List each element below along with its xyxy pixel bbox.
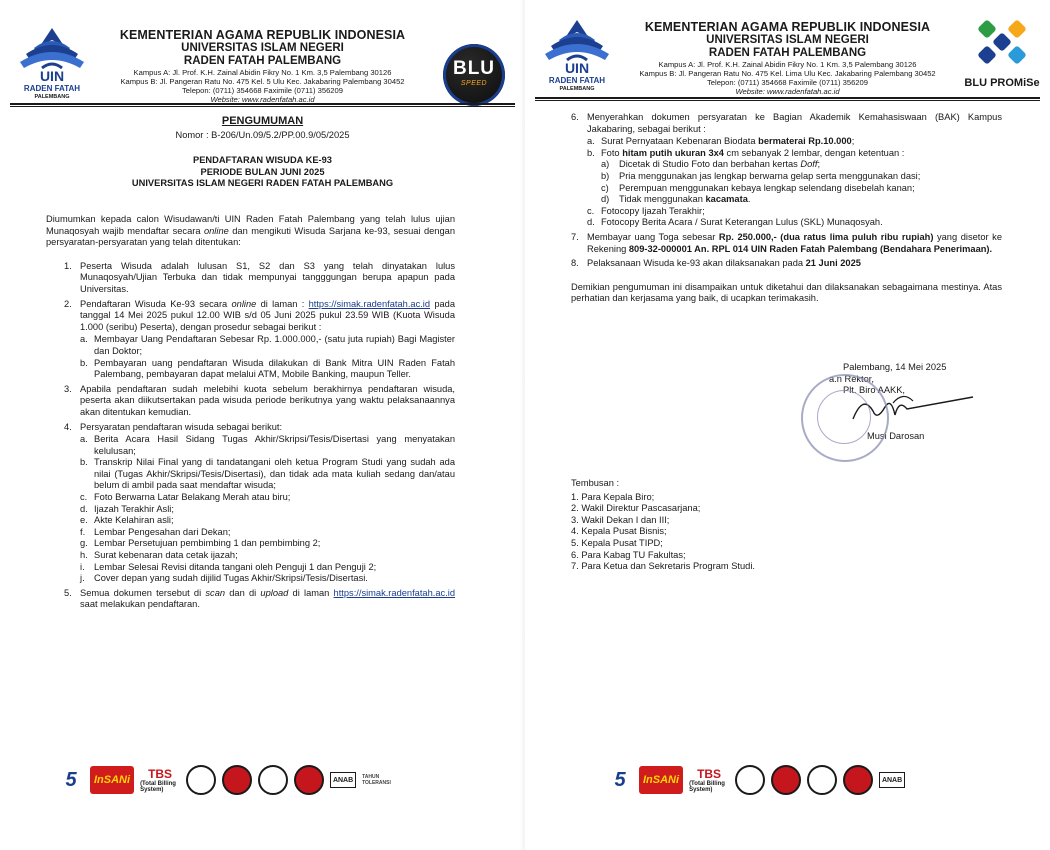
insani-logo: InSANi (90, 766, 134, 794)
item-6b-text-c: cm sebanyak 2 lembar, dengan ketentuan : (723, 147, 905, 158)
list-item-6: 6. Menyerahkan dokumen persyaratan ke Bagian Akademik Kemahasiswaan (BAK) Kampus Jakabaring, sebagai berikut : a. Surat Pernyataan Kebenaran Biodata bermaterai Rp.10.000; b. Foto hitam putih ukuran 3x4 cm sebanyak 2 lembar, dengan ketentuan : a) Dicetak di Studio Foto dan berbahan kertas Doff; b) Pria menggunakan jas lengkap berwarna gelap serta menggunakan dasi; c) Perempuan menggunakan kebaya lengkap selendang disebelah kanan; d) Tidak menggunakan kacamata. c. Fotocopy Ijazah Terakhir; d. Fotocopy Berita Acara / Surat Keterangan Lulus (SKL) Munaqosyah. (571, 112, 1002, 228)
sub-item-4c: c. Foto Berwarna Latar Belakang Merah atau biru; (80, 492, 291, 503)
logo-name-text: RADEN FATAH (548, 76, 606, 85)
item-7-text-a: Membayar uang Toga sebesar (587, 231, 719, 242)
list-item-1: 1. Peserta Wisuda adalah lulusan S1, S2 dan S3 yang telah dinyatakan lulus Munaqosyah/Ujian Terbuka dan tidak mempunyai tangggungan berupa apapun pada Universitas. (64, 260, 455, 294)
letterhead-divider-right (535, 97, 1040, 101)
intro-text-a: Diumumkan kepada calon Wisudawan/ti UIN Raden Fatah Palembang yang telah lulus ujian Munaqosyah wajib mendaftar secara (46, 214, 455, 236)
closing-paragraph: Demikian pengumuman ini disampaikan untuk diketahui dan dilaksanakan sebagaimana mestinya. Atas perhatian dan kerjasama yang baik, di ucapkan terimakasih. (571, 281, 1002, 304)
sub-item-4d: d. Ijazah Terakhir Asli; (80, 503, 174, 514)
anab-logo: ANAB (330, 772, 356, 788)
letterhead-text-right (621, 20, 954, 96)
intro-text-b: dan mengikuti Wisuda Sarjana ke-93, sesuai dengan persyaratan-persyaratan yang telah ditentukan: (46, 225, 455, 248)
item-6b1-text-a: Dicetak di Studio Foto dan berbahan kertas (619, 159, 801, 170)
item-6b1-text-b: Doff (800, 159, 818, 170)
university-line-1: UNIVERSITAS ISLAM NEGERI (706, 34, 869, 46)
list-item-5: 5. Semua dokumen tersebut di scan dan di upload di laman https://simak.radenfatah.ac.id saat melakukan pendaftaran. (64, 587, 455, 610)
campus-a-address: Kampus A: Jl. Prof. K.H. Zainal Abidin Fikry No. 1 Km. 3,5 Palembang 30126 (133, 68, 392, 77)
item-7-text-c: yang disetor ke Rekening (587, 231, 1002, 254)
blu-badge-main: BLU (452, 58, 496, 79)
simak-link[interactable]: https://simak.radenfatah.ac.id (308, 298, 431, 309)
cc-item: 5. Kepala Pusat TIPD; (571, 537, 663, 548)
announcement-body-continued (571, 112, 1002, 305)
item-5-text-a: Semua dokumen tersebut di (80, 587, 206, 598)
website: Website: www.radenfatah.ac.id (210, 95, 315, 104)
announcement-number: Nomor : B-206/Un.09/5.2/PP.00.9/05/2025 (175, 129, 350, 140)
ministry-name: KEMENTERIAN AGAMA REPUBLIK INDONESIA (644, 20, 931, 34)
logo-uin-text: UIN (564, 60, 590, 76)
item-4-sublist (80, 434, 455, 585)
sub-item-4b: b. Transkrip Nilai Final yang di tandatangani oleh ketua Program Studi yang sudah ada nilai (Tugas Akhir/Skripsi/Tesis/Disertasi), dan tidak ada mata kuliah sedang dan/atau belum di ambil pada saat mendaftar wisuda; (80, 457, 455, 491)
item-2-text-b: di laman : (256, 298, 309, 309)
announcement-header (0, 116, 525, 190)
item-6b3-text: Perempuan menggunakan kebaya lengkap selendang disebelah kanan; (619, 182, 915, 193)
requirements-list-continued (571, 112, 1002, 270)
tbs-logo (140, 766, 180, 794)
sub-item-4h: h. Surat kebenaran data cetak ijazah; (80, 550, 238, 561)
item-4b-text: Transkrip Nilai Final yang di tandatangani oleh ketua Program Studi yang sudah ada nilai (Tugas Akhir/Skripsi/Tesis/Disertasi), dan tidak ada mata kuliah sedang dan/atau belum di ambil pada saat mendaftar wisuda; (94, 457, 455, 491)
item-6b-sublist (601, 159, 1002, 205)
announcement-title: PENGUMUMAN (221, 115, 304, 127)
item-4j-text: Cover depan yang sudah dijilid Tugas Akhir/Skripsi/Tesis/Disertasi. (94, 573, 368, 584)
item-4h-text: Surat kebenaran data cetak ijazah; (94, 550, 238, 561)
logo-name-text: RADEN FATAH (23, 84, 81, 93)
certification-icon (735, 765, 765, 795)
signature-position: Plt. Biro AAKK, (843, 385, 906, 396)
item-4-text: Persyaratan pendaftaran wisuda sebagai berikut: (80, 421, 283, 432)
sub-item-6a: a. Surat Pernyataan Kebenaran Biodata bermaterai Rp.10.000; (587, 136, 855, 147)
sub-item-6c: c. Fotocopy Ijazah Terakhir; (587, 205, 705, 216)
cc-item: 3. Wakil Dekan I dan III; (571, 514, 670, 525)
ministry-name: KEMENTERIAN AGAMA REPUBLIK INDONESIA (119, 28, 406, 42)
list-item-3: 3. Apabila pendaftaran sudah melebihi kuota sebelum berakhirnya pendaftaran wisuda, peserta akan diikutsertakan pada wisuda periode berikutnya yang waktu pelaksanaannya akan ditentukan kemudian. (64, 383, 455, 417)
tbs-logo (689, 766, 729, 794)
letterhead-right (525, 10, 1050, 110)
item-8-text-a: Pelaksanaan Wisuda ke-93 akan dilaksanakan pada (587, 258, 806, 269)
sub-item-2a: a. Membayar Uang Pendaftaran Sebesar Rp. 1.000.000,- (satu juta rupiah) Bagi Magister dan Doktor; (80, 334, 455, 356)
simak-link-2[interactable]: https://simak.radenfatah.ac.id (333, 587, 455, 598)
tbs-sub: (Total Billing System) (140, 781, 176, 793)
item-6d-text: Fotocopy Berita Acara / Surat Keterangan Lulus (SKL) Munaqosyah. (601, 217, 883, 228)
tbs-sub: (Total Billing System) (689, 781, 725, 793)
certification-icon-2 (807, 765, 837, 795)
item-2b-text: Pembayaran uang pendaftaran Wisuda dilakukan di Bank Mitra UIN Raden Fatah Palembang, pembayaran dapat melalui ATM, Mobile Banking, maupun Teller. (94, 357, 455, 380)
intro-paragraph (46, 214, 455, 249)
list-item-2: 2. Pendaftaran Wisuda Ke-93 secara online di laman : https://simak.radenfatah.ac.id pada tanggal 14 Mei 2025 pukul 12.00 WIB s/d 05 Juni 2025 pukul 23.59 WIB (Kuota Wisuda 1.000 (seribu) Peserta), dengan prosedur sebagai berikut : a. Membayar Uang Pendaftaran Sebesar Rp. 1.000.000,- (satu juta rupiah) Bagi Magister dan Doktor; b. Pembayaran uang pendaftaran Wisuda dilakukan di Bank Mitra UIN Raden Fatah Palembang, pembayaran dapat melalui ATM, Mobile Banking, maupun Teller. (64, 298, 456, 380)
footer-logos-left (58, 762, 408, 798)
signature-on-behalf: a.n Rektor, (829, 373, 874, 384)
item-2a-text: Membayar Uang Pendaftaran Sebesar Rp. 1.000.000,- (satu juta rupiah) Bagi Magister dan Doktor; (94, 334, 455, 356)
item-6a-text-b: bermaterai Rp.10.000 (758, 136, 852, 147)
anab-logo: ANAB (879, 772, 905, 788)
item-4c-text: Foto Berwarna Latar Belakang Merah atau biru; (94, 492, 291, 503)
item-6-text: Menyerahkan dokumen persyaratan ke Bagian Akademik Kemahasiswaan (BAK) Kampus Jakabaring, sebagai berikut : (587, 112, 1002, 134)
item-2-sublist (80, 334, 455, 380)
website: Website: www.radenfatah.ac.id (735, 87, 840, 96)
item-2-online: online (231, 298, 257, 309)
sub-item-6d: d. Fotocopy Berita Acara / Surat Keterangan Lulus (SKL) Munaqosyah. (587, 217, 883, 228)
item-6b1-text-c: ; (817, 159, 821, 170)
campus-a-address: Kampus A: Jl. Prof. K.H. Zainal Abidin Fikry No. 1 Km. 3,5 Palembang 30126 (658, 60, 917, 69)
cc-item: 2. Wakil Direktur Pascasarjana; (571, 503, 701, 514)
subject-line-2: PERIODE BULAN JUNI 2025 (200, 166, 325, 177)
item-6b-text-b: hitam putih ukuran 3x4 (622, 147, 724, 158)
signature-place-date: Palembang, 14 Mei 2025 (843, 362, 947, 372)
item-2-text-a: Pendaftaran Wisuda Ke-93 secara (80, 298, 232, 309)
campus-b-address-right: Kampus B: Jl. Pangeran Ratu No. 475 Kel. Lima Ulu Kec. Jakabaring Palembang 30452 (639, 69, 936, 78)
item-6b4-text-b: kacamata (705, 194, 748, 205)
item-5-text-c: di laman (288, 587, 334, 598)
promise-label: BLU PROMiSe (964, 77, 1040, 89)
blu-speed-badge (443, 44, 505, 106)
sub-item-4e: e. Akte Kelahiran asli; (80, 515, 174, 526)
sub-item-6b-b: b) Pria menggunakan jas lengkap berwarna gelap serta menggunakan dasi; (601, 170, 921, 181)
campus-b-address: Kampus B: Jl. Pangeran Ratu No. 475 Kel. 5 Ulu Kec. Jakabaring Palembang 30452 (120, 77, 405, 86)
item-4g-text: Lembar Persetujuan pembimbing 1 dan pembimbing 2; (94, 538, 321, 549)
item-4i-text: Lembar Selesai Revisi ditanda tangani oleh Penguji 1 dan Penguji 2; (94, 561, 377, 572)
logo-city-text: PALEMBANG (559, 86, 595, 92)
item-7-text-d: 809-32-000001 An. RPL 014 UIN Raden Fatah Palembang (Bendahara Penerimaan). (628, 243, 993, 254)
red-certification-icon (222, 765, 252, 795)
item-2-text-c: pada tanggal 14 Mei 2025 pukul 12.00 WIB s/d 05 Juni 2025 pukul 23.59 WIB (Kuota Wisuda 1.000 (seribu) Peserta), dengan prosedur sebagai berikut : (80, 298, 456, 332)
logo-city-text: PALEMBANG (34, 94, 70, 100)
page-right (525, 0, 1050, 850)
sub-item-6b: b. Foto hitam putih ukuran 3x4 cm sebanyak 2 lembar, dengan ketentuan : a) Dicetak di Studio Foto dan berbahan kertas Doff; b) Pria menggunakan jas lengkap berwarna gelap serta menggunakan dasi; c) Perempuan menggunakan kebaya lengkap selendang disebelah kanan; d) Tidak menggunakan kacamata. (587, 148, 1002, 206)
uin-logo-right (537, 16, 617, 102)
item-6b2-text: Pria menggunakan jas lengkap berwarna gelap serta menggunakan dasi; (619, 170, 921, 181)
item-3-text: Apabila pendaftaran sudah melebihi kuota sebelum berakhirnya pendaftaran wisuda, peserta akan diikutsertakan pada wisuda periode berikutnya yang waktu pelaksanaannya akan ditentukan kemudian. (80, 383, 455, 417)
subject-line-1: PENDAFTARAN WISUDA KE-93 (193, 155, 332, 166)
university-line-1: UNIVERSITAS ISLAM NEGERI (181, 42, 344, 54)
cc-block (571, 478, 1010, 573)
sub-item-4j: j. Cover depan yang sudah dijilid Tugas Akhir/Skripsi/Tesis/Disertasi. (80, 573, 368, 584)
cc-item: 1. Para Kepala Biro; (571, 491, 655, 502)
red-certification-icon-2 (843, 765, 873, 795)
cc-item: 6. Para Kabag TU Fakultas; (571, 549, 686, 560)
university-line-2: RADEN FATAH PALEMBANG (183, 55, 342, 67)
insani-logo: InSANi (639, 766, 683, 794)
list-item-4: 4. Persyaratan pendaftaran wisuda sebagai berikut: a. Berita Acara Hasil Sidang Tugas Akhir/Skripsi/Tesis/Disertasi yang menyatakan kelulusan; b. Transkrip Nilai Final yang di tandatangani oleh ketua Program Studi yang sudah ada nilai (Tugas Akhir/Skripsi/Tesis/Disertasi), dan tidak ada mata kuliah sedang dan/atau belum di ambil pada saat mendaftar wisuda; c. Foto Berwarna Latar Belakang Merah atau biru; d. Ijazah Terakhir Asli; e. Akte Kelahiran asli; f. Lembar Pengesahan dari Dekan; g. Lembar Persetujuan pembimbing 1 dan pembimbing 2; h. Surat kebenaran data cetak ijazah; i. Lembar Selesai Revisi ditanda tangani oleh Penguji 1 dan Penguji 2; j. Cover depan yang sudah dijilid Tugas Akhir/Skripsi/Tesis/Disertasi. (64, 421, 455, 584)
requirements-list (64, 261, 455, 611)
letterhead-divider (10, 103, 515, 107)
tbs-text: TBS (697, 767, 722, 781)
item-6a-text-a: Surat Pernyataan Kebenaran Biodata (601, 136, 759, 147)
cc-item: 4. Kepala Pusat Bisnis; (571, 526, 667, 537)
sub-item-6b-d: d) Tidak menggunakan kacamata. (601, 194, 751, 205)
sub-item-4i: i. Lembar Selesai Revisi ditanda tangani oleh Penguji 1 dan Penguji 2; (80, 561, 377, 572)
five-logo: 5 (614, 768, 626, 791)
sub-item-2b: b. Pembayaran uang pendaftaran Wisuda dilakukan di Bank Mitra UIN Raden Fatah Palembang, pembayaran dapat melalui ATM, Mobile Banking, maupun Teller. (80, 357, 455, 380)
cc-item: 7. Para Ketua dan Sekretaris Program Studi. (571, 561, 755, 572)
item-6b4-text-c: . (747, 194, 751, 205)
red-certification-icon-2 (294, 765, 324, 795)
item-6b4-text-a: Tidak menggunakan (619, 194, 706, 205)
phone-fax: Telepon: (0711) 354668 Faximile (0711) 356209 (707, 78, 868, 87)
item-4f-text: Lembar Pengesahan dari Dekan; (94, 526, 231, 537)
list-item-8: 8. Pelaksanaan Wisuda ke-93 akan dilaksanakan pada 21 Juni 2025 (571, 258, 861, 269)
cc-title: Tembusan : (571, 478, 620, 488)
sub-item-4f: f. Lembar Pengesahan dari Dekan; (80, 526, 231, 537)
five-logo: 5 (65, 768, 77, 791)
university-line-2: RADEN FATAH PALEMBANG (708, 47, 867, 59)
item-7-text-b: Rp. 250.000,- (dua ratus lima puluh ribu rupiah) (718, 231, 934, 242)
red-certification-icon (771, 765, 801, 795)
promise-cross-icon (972, 14, 1032, 70)
subject-line-3: UNIVERSITAS ISLAM NEGERI RADEN FATAH PALEMBANG (131, 178, 394, 189)
item-4e-text: Akte Kelahiran asli; (94, 515, 174, 526)
announcement-body (46, 214, 455, 614)
tahun-toleransi-text: TAHUN TOLERANSI (362, 774, 391, 786)
item-5-text-d: saat melakukan pendaftaran. (80, 599, 200, 610)
item-5-scan: scan (205, 587, 226, 598)
list-item-7: 7. Membayar uang Toga sebesar Rp. 250.000,- (dua ratus lima puluh ribu rupiah) yang disetor ke Rekening 809-32-000001 An. RPL 014 UIN Raden Fatah Palembang (Bendahara Penerimaan). (571, 231, 1002, 254)
tahun-toleransi-logo (362, 766, 408, 794)
signatory-name: Musi Darosan (867, 430, 925, 441)
phone-fax: Telepon: (0711) 354668 Faximile (0711) 356209 (182, 86, 343, 95)
item-8-text-b: 21 Juni 2025 (805, 258, 861, 269)
footer-logos-right (607, 762, 905, 798)
item-1-text: Peserta Wisuda adalah lulusan S1, S2 dan S3 yang telah dinyatakan lulus Munaqosyah/Ujian Terbuka dan tidak mempunyai tangggungan berupa apapun pada Universitas. (80, 260, 455, 294)
blu-badge-sub: SPEED (460, 80, 488, 87)
item-4a-text: Berita Acara Hasil Sidang Tugas Akhir/Skripsi/Tesis/Disertasi yang menyatakan kelulusan; (94, 434, 455, 456)
certification-icon-2 (258, 765, 288, 795)
tbs-text: TBS (148, 767, 173, 781)
sub-item-6b-a: a) Dicetak di Studio Foto dan berbahan kertas Doff; (601, 159, 821, 170)
official-stamp (801, 374, 889, 462)
sub-item-4a: a. Berita Acara Hasil Sidang Tugas Akhir/Skripsi/Tesis/Disertasi yang menyatakan kelulusan; (80, 434, 455, 456)
item-4d-text: Ijazah Terakhir Asli; (94, 503, 174, 514)
item-5-upload: upload (260, 587, 289, 598)
item-6a-text-c: ; (851, 136, 855, 147)
blu-promise-logo (962, 14, 1042, 100)
sub-item-4g: g. Lembar Persetujuan pembimbing 1 dan pembimbing 2; (80, 538, 321, 549)
item-6-sublist (587, 136, 1002, 229)
item-6b-text-a: Foto (601, 147, 623, 158)
certification-icon (186, 765, 216, 795)
item-6c-text: Fotocopy Ijazah Terakhir; (601, 205, 705, 216)
sub-item-6b-c: c) Perempuan menggunakan kebaya lengkap selendang disebelah kanan; (601, 182, 915, 193)
intro-online: online (203, 225, 229, 236)
logo-uin-text: UIN (39, 68, 65, 84)
uin-logo (12, 24, 92, 110)
letterhead-text (96, 28, 429, 104)
item-5-text-b: dan di (225, 587, 261, 598)
